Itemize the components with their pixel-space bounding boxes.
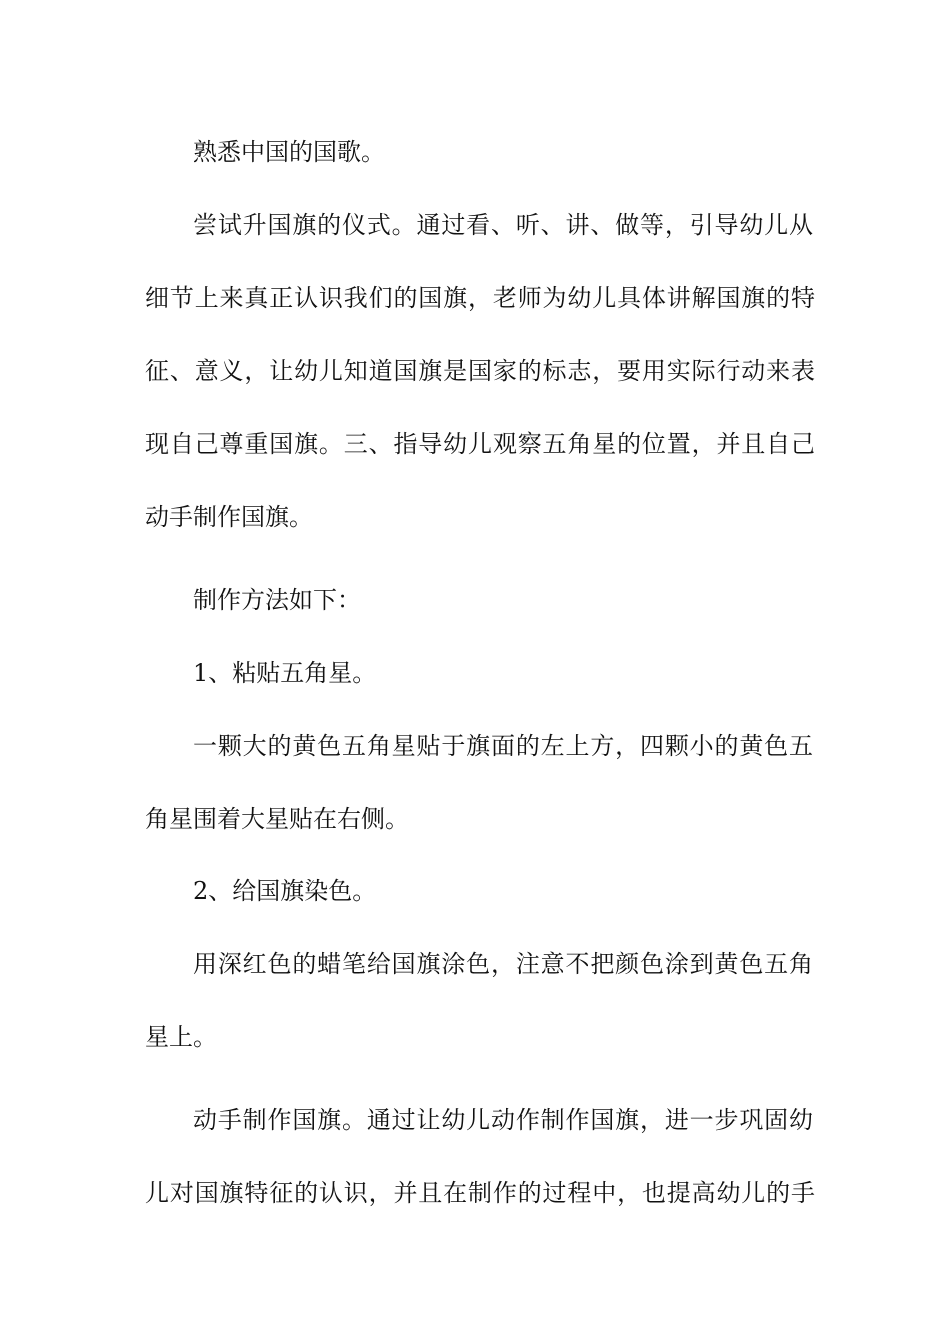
text-line: 用深红色的蜡笔给国旗涂色，注意不把颜色涂到黄色五角 <box>193 950 813 978</box>
text-line: 制作方法如下： <box>193 586 361 614</box>
text-line: 1、粘贴五角星。 <box>193 659 377 687</box>
text-line: 熟悉中国的国歌。 <box>193 138 385 166</box>
text-line: 动手制作国旗。 <box>145 503 313 531</box>
text-line: 征、意义，让幼儿知道国旗是国家的标志，要用实际行动来表 <box>145 357 815 385</box>
text-line: 动手制作国旗。通过让幼儿动作制作国旗，进一步巩固幼 <box>193 1106 813 1134</box>
text-line: 现自己尊重国旗。三、指导幼儿观察五角星的位置，并且自己 <box>145 430 815 458</box>
text-line: 星上。 <box>145 1023 217 1051</box>
text-line: 一颗大的黄色五角星贴于旗面的左上方，四颗小的黄色五 <box>193 732 813 760</box>
text-line: 尝试升国旗的仪式。通过看、听、讲、做等，引导幼儿从 <box>193 211 813 239</box>
text-line: 2、给国旗染色。 <box>193 877 377 905</box>
text-line: 儿对国旗特征的认识，并且在制作的过程中，也提高幼儿的手 <box>145 1179 815 1207</box>
text-line: 细节上来真正认识我们的国旗，老师为幼儿具体讲解国旗的特 <box>145 284 815 312</box>
text-line: 角星围着大星贴在右侧。 <box>145 805 409 833</box>
